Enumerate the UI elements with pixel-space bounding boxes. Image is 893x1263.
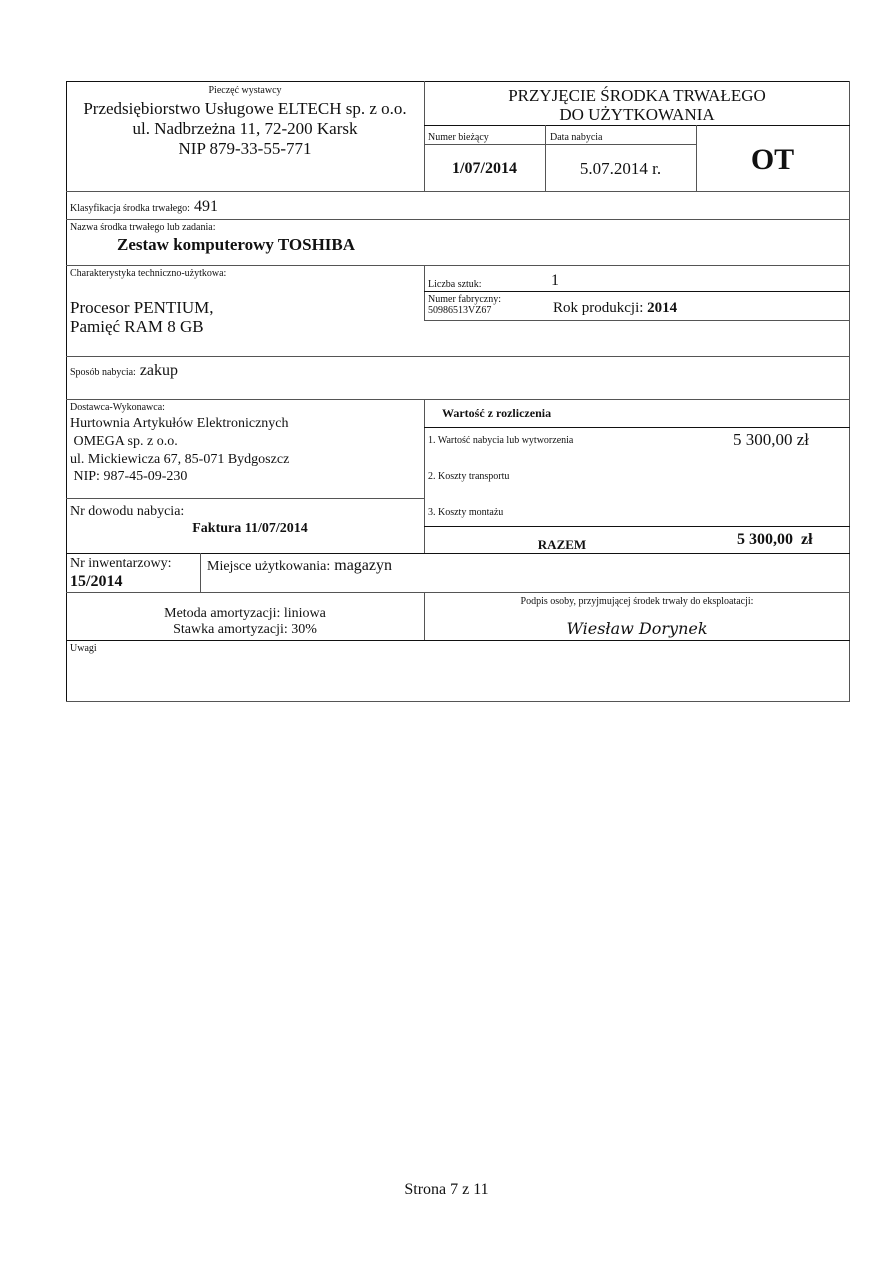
issuer-address: ul. Nadbrzeżna 11, 72-200 Karsk [132,119,358,138]
supplier-valuation-divider [424,399,425,553]
valuation-item-1-value: 5 300,00 zł [733,430,810,449]
valuation-item-3-label: 3. Koszty montażu [428,507,504,518]
quantity-label: Liczba sztuk: [428,279,482,290]
serial-label: Numer fabryczny: [428,294,502,305]
supplier-bottom-line [66,498,424,499]
inventory-value: 15/2014 [70,573,123,590]
form-title-line2: DO UŻYTKOWANIA [559,105,715,124]
total-value: 5 300,00 zł [737,531,813,548]
label-row-line [424,144,697,145]
location-row [207,557,392,575]
inventory-bottom-line [66,592,850,593]
form-title-line1: PRZYJĘCIE ŚRODKA TRWAŁEGO [508,86,766,105]
total-label: RAZEM [537,537,587,552]
signature-label: Podpis osoby, przyjmującej środek trwały do eksploatacji: [520,596,754,607]
date-value: 5.07.2014 r. [579,159,662,178]
quantity-box-bottom [424,320,850,321]
issuer-company: Przedsiębiorstwo Usługowe ELTECH sp. z o.o. [83,99,407,118]
characteristics-label: Charakterystyka techniczno-użytkowa: [70,268,227,279]
valuation-bottom-line [66,553,850,554]
acquisition-row [70,362,178,380]
classification-row [70,198,218,216]
quantity-box-mid [424,291,850,292]
number-label: Numer bieżący [428,132,489,143]
valuation-total-line [424,526,850,527]
inventory-location-divider [200,553,201,592]
characteristics-line2: Pamięć RAM 8 GB [70,317,204,336]
acquisition-bottom-line [66,399,850,400]
acquisition-label: Sposób nabycia: [70,367,136,378]
asset-name-label: Nazwa środka trwałego lub zadania: [70,222,216,233]
supplier-name: Hurtownia Artykułów Elektronicznych [70,416,289,431]
location-value: magazyn [334,557,392,574]
valuation-title-line [424,427,850,428]
frame-right-border [849,81,850,702]
proof-label: Nr dowodu nabycia: [70,504,185,519]
asset-name-value: Zestaw komputerowy TOSHIBA [117,235,356,254]
supplier-address: ul. Mickiewicza 67, 85-071 Bydgoszcz [70,452,290,467]
frame-bottom-border [66,701,850,702]
location-label: Miejsce użytkowania: [207,559,331,574]
proof-value: Faktura 11/07/2014 [192,521,308,536]
production-year-value: 2014 [647,300,678,316]
inventory-label: Nr inwentarzowy: [70,556,172,571]
depreciation-rate: Stawka amortyzacji: 30% [173,622,317,637]
frame-top-border [66,81,850,82]
number-value: 1/07/2014 [452,160,517,177]
date-label: Data nabycia [550,132,603,143]
depreciation-method: Metoda amortyzacji: liniowa [164,606,326,621]
quantity-value: 1 [551,272,559,289]
acquisition-value: zakup [139,362,179,379]
classification-bottom-line [66,219,850,220]
characteristics-bottom-line [66,356,850,357]
supplier-nip: NIP: 987-45-09-230 [70,469,188,484]
stamp-label: Pieczęć wystawcy [208,85,282,96]
supplier-label: Dostawca-Wykonawca: [70,402,165,413]
quantity-box-left [424,265,425,321]
valuation-item-1-label: 1. Wartość nabycia lub wytworzenia [428,435,574,446]
classification-label: Klasyfikacja środka trwałego: [70,203,190,214]
issuer-nip: NIP 879-33-55-771 [178,139,312,158]
classification-value: 491 [193,198,218,215]
characteristics-line1: Procesor PENTIUM, [70,298,214,317]
serial-value: 50986513VZ67 [428,305,492,316]
supplier-name2: OMEGA sp. z o.o. [70,434,178,449]
production-year-row [553,300,677,317]
valuation-item-2-label: 2. Koszty transportu [428,471,510,482]
doc-code: OT [750,143,795,176]
number-date-divider [545,125,546,191]
page-number: Strona 7 z 11 [404,1181,489,1198]
signature-name: Wiesław Dorynek [566,619,708,638]
remarks-label: Uwagi [70,643,97,654]
signature-bottom-line [66,640,850,641]
production-year-label: Rok produkcji: [553,300,644,316]
title-underline [424,125,850,126]
asset-name-bottom-line [66,265,850,266]
valuation-title: Wartość z rozliczenia [442,406,552,420]
header-bottom-line [66,191,850,192]
